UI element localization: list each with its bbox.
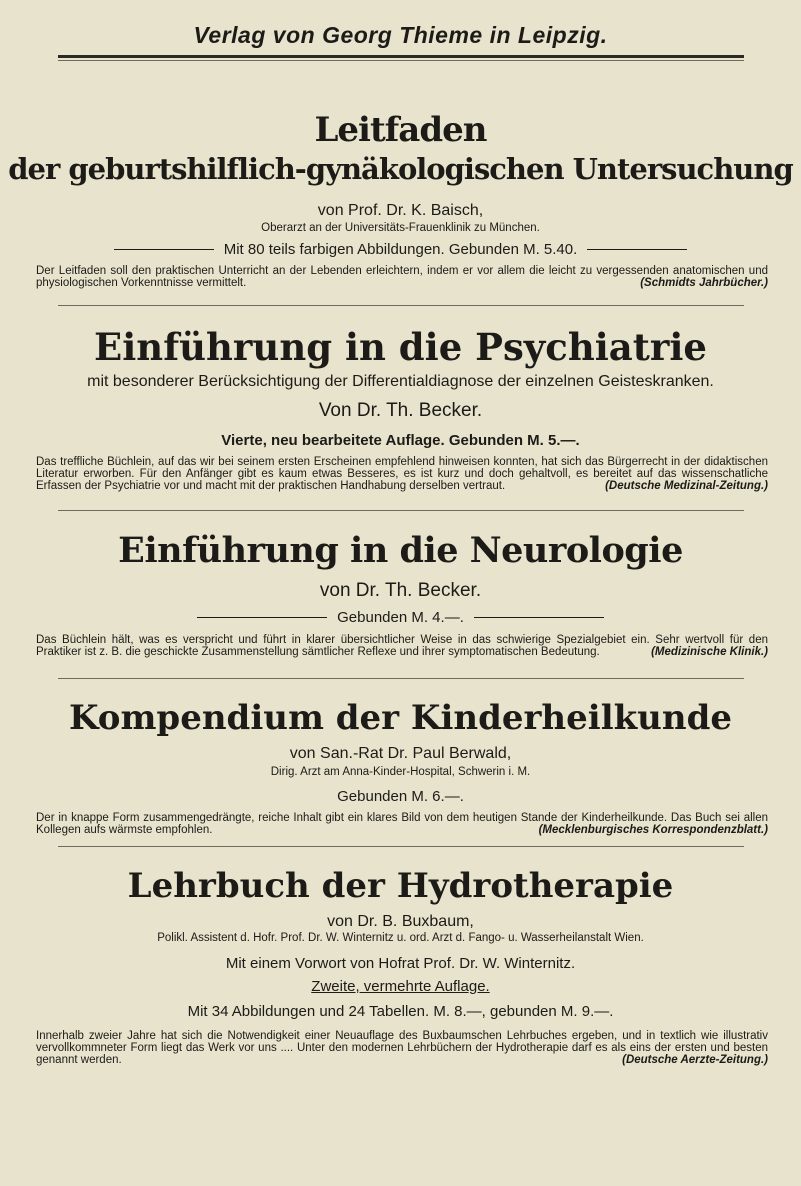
book-author-berwald: von San.-Rat Dr. Paul Berwald, bbox=[289, 745, 512, 762]
description-text: Das treffliche Büchlein, auf das wir bei seinem ersten Erscheinen empfehlend hinweisen konnten, hat sich das Bürgerrecht in der didaktischen Literatur erworben. Für den Anfänger gibt es kaum etwas Besseres, es ist kurz und doch gehaltvoll, es bereitet auf das wissenschatliche Erfassen der Psychiatrie vor und macht mit der praktischen Handhabung derselben vertraut. bbox=[36, 456, 768, 492]
section-divider bbox=[58, 678, 744, 679]
review-source: (Deutsche Medizinal-Zeitung.) bbox=[605, 480, 768, 492]
book-author-becker-2: von Dr. Th. Becker. bbox=[319, 580, 482, 601]
book-author-baisch: von Prof. Dr. K. Baisch, bbox=[317, 202, 484, 219]
description-text: Der Leitfaden soll den praktischen Unterricht an der Lebenden erleichtern, indem er vor allem die leicht zu vergessenden anatomischen und physiologischen Vorkenntnisse vermittelt. bbox=[36, 265, 768, 289]
book-title-kinderheilkunde: Kompendium der Kinderheilkunde bbox=[68, 698, 733, 738]
section-divider bbox=[58, 846, 744, 847]
book-description-neurologie bbox=[36, 634, 768, 658]
review-source: (Mecklenburgisches Korrespondenzblatt.) bbox=[538, 824, 768, 836]
review-source: (Schmidts Jahrbücher.) bbox=[640, 277, 768, 289]
edition-row-neurologie bbox=[0, 606, 801, 628]
description-text: Der in knappe Form zusammengedrängte, reiche Inhalt gibt ein klares Bild von dem heutigen Stande der Kinderheilkunde. Das Buch sei allen Kollegen aufs wärmste empfohlen. bbox=[36, 812, 768, 836]
book-edition-label-hydrotherapie: Zweite, vermehrte Auflage. bbox=[311, 978, 490, 995]
book-author-position-baisch: Oberarzt an der Universitäts-Frauenklinik zu München. bbox=[261, 222, 540, 234]
book-title-leitfaden-line2: der geburtshilflich-gynäkologischen Untersuchung bbox=[8, 152, 793, 186]
edition-row-baisch bbox=[0, 239, 801, 259]
book-edition-neurologie: Gebunden M. 4.—. bbox=[337, 608, 464, 626]
book-edition-baisch: Mit 80 teils farbigen Abbildungen. Gebunden M. 5.40. bbox=[223, 240, 578, 258]
book-description-baisch bbox=[36, 265, 768, 289]
book-description-psychiatrie bbox=[36, 456, 768, 492]
edition-dash-right bbox=[474, 617, 604, 618]
section-divider bbox=[58, 305, 744, 306]
header-rule bbox=[58, 55, 744, 58]
edition-dash-left bbox=[197, 617, 327, 618]
book-edition-hydrotherapie: Mit 34 Abbildungen und 24 Tabellen. M. 8.—, gebunden M. 9.—. bbox=[187, 1003, 614, 1020]
description-text: Das Büchlein hält, was es verspricht und führt in klarer übersichtlicher Weise in das schwierige Spezialgebiet ein. Sehr wertvoll für den Praktiker ist z. B. die geschickte Zusammenstellung sämtlicher Reflexe und ihrer symptomatischen Bedeutung. bbox=[36, 634, 768, 658]
book-title-psychiatrie: Einführung in die Psychiatrie bbox=[94, 325, 707, 369]
book-subtitle-psychiatrie: mit besonderer Berücksichtigung der Differentialdiagnose der einzelnen Geisteskranken. bbox=[87, 373, 714, 390]
book-author-becker: Von Dr. Th. Becker. bbox=[318, 400, 483, 421]
book-title-hydrotherapie: Lehrbuch der Hydrotherapie bbox=[127, 866, 674, 906]
book-foreword-hydrotherapie: Mit einem Vorwort von Hofrat Prof. Dr. W. Winternitz. bbox=[225, 955, 576, 972]
review-source: (Deutsche Aerzte-Zeitung.) bbox=[622, 1054, 768, 1066]
book-edition-kinderheilkunde: Gebunden M. 6.—. bbox=[337, 788, 464, 805]
book-description-hydrotherapie bbox=[36, 1030, 768, 1066]
book-title-leitfaden: Leitfaden bbox=[314, 110, 487, 150]
book-author-position-berwald: Dirig. Arzt am Anna-Kinder-Hospital, Schwerin i. M. bbox=[270, 766, 531, 778]
edition-dash-right bbox=[587, 249, 687, 250]
section-divider bbox=[58, 510, 744, 511]
book-description-kinderheilkunde bbox=[36, 812, 768, 836]
edition-dash-left bbox=[114, 249, 214, 250]
book-author-buxbaum: von Dr. B. Buxbaum, bbox=[327, 913, 474, 930]
description-text: Innerhalb zweier Jahre hat sich die Notwendigkeit einer Neuauflage des Buxbaumschen Lehrbuches ergeben, und in textlich wie illustrativ vervollkommneter Form liegt das Werk vor uns .... Unter den modernen Lehrbüchern der Hydrotherapie darf es als eins der ersten und besten genannt werden. bbox=[36, 1030, 768, 1066]
book-author-position-buxbaum: Polikl. Assistent d. Hofr. Prof. Dr. W. Winternitz u. ord. Arzt d. Fango- u. Wasserheilanstalt Wien. bbox=[157, 932, 644, 944]
review-source: (Medizinische Klinik.) bbox=[651, 646, 768, 658]
book-edition-psychiatrie: Vierte, neu bearbeitete Auflage. Gebunden M. 5.—. bbox=[221, 432, 580, 449]
header-rule-thin bbox=[58, 60, 744, 61]
book-title-neurologie: Einführung in die Neurologie bbox=[118, 530, 683, 571]
publisher-header: Verlag von Georg Thieme in Leipzig. bbox=[193, 22, 608, 48]
